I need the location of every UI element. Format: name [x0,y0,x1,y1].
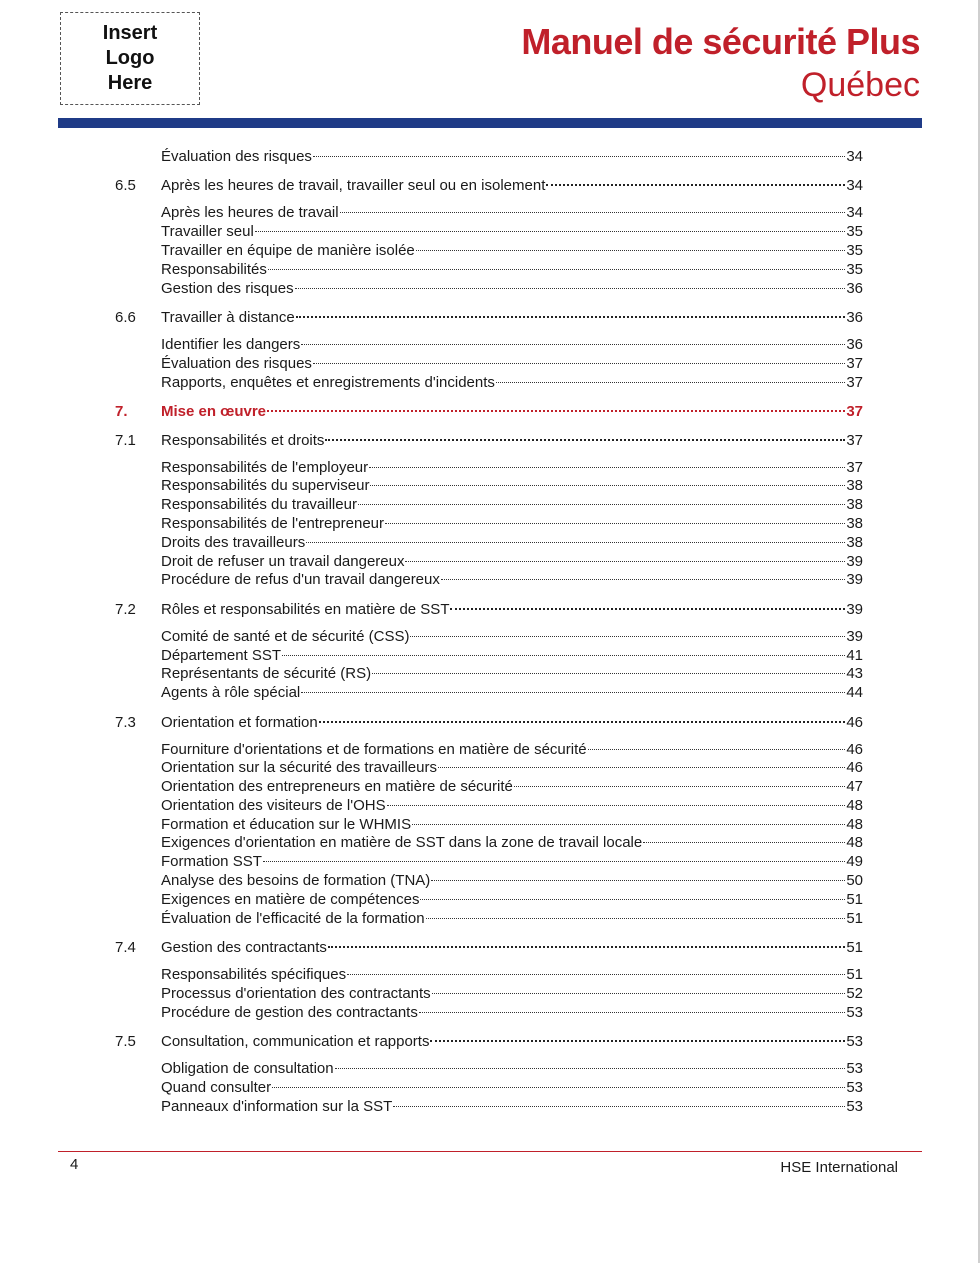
toc-row-section[interactable] [0,938,980,957]
toc-label: Orientation sur la sécurité des travailleurs [161,759,437,777]
toc-leader-dots [358,504,845,505]
toc-entry [161,176,863,195]
toc-row-sub[interactable] [0,1004,980,1023]
toc-leader-dots [496,382,845,383]
toc-label: Évaluation de l'efficacité de la formation [161,909,425,927]
toc-label: Responsabilités de l'employeur [161,458,369,476]
toc-row-sub[interactable] [0,985,980,1004]
toc-row-sub[interactable] [0,665,980,684]
toc-entry [161,496,863,515]
toc-label: Exigences d'orientation en matière de SST dans la zone de travail locale [161,834,643,852]
toc-entry [161,459,863,478]
toc-row-sub[interactable] [0,853,980,872]
toc-page-number: 35 [846,241,863,259]
toc-row-sub[interactable] [0,223,980,242]
toc-label: Rôles et responsabilités en matière de SST [161,600,450,618]
toc-row-sub[interactable] [0,1098,980,1117]
toc-label: Gestion des contractants [161,939,327,957]
toc-entry [161,1060,863,1079]
toc-entry [161,1098,863,1117]
toc-page-number: 37 [846,431,863,449]
toc-page-number: 52 [846,984,863,1002]
toc-leader-dots [432,993,846,994]
toc-page-number: 43 [846,665,863,683]
toc-leader-dots [255,231,846,232]
toc-row-section[interactable] [0,600,980,619]
toc-page-number: 46 [846,713,863,731]
toc-page-number: 35 [846,260,863,278]
toc-leader-dots [263,861,845,862]
toc-entry [161,280,863,299]
toc-page-number: 51 [846,939,863,957]
toc-label: Département SST [161,646,282,664]
toc-entry [161,242,863,261]
toc-label: Responsabilités du travailleur [161,496,357,514]
toc-page-number: 36 [846,279,863,297]
toc-row-sub[interactable] [0,647,980,666]
toc-entry [161,797,863,816]
toc-leader-dots [313,363,845,364]
footer-company: HSE International [780,1159,898,1176]
toc-row-sub[interactable] [0,797,980,816]
toc-leader-dots [282,655,845,656]
toc-label: Travailler en équipe de manière isolée [161,241,415,259]
toc-label: Exigences en matière de compétences [161,890,420,908]
toc-row-sub[interactable] [0,459,980,478]
toc-row-sub[interactable] [0,628,980,647]
toc-entry [161,336,863,355]
toc-label: Représentants de sécurité (RS) [161,665,372,683]
toc-label: Orientation des entrepreneurs en matière de sécurité [161,778,513,796]
toc-label: Formation et éducation sur le WHMIS [161,815,412,833]
table-of-contents [0,148,980,1116]
toc-entry [161,778,863,797]
toc-row-sub[interactable] [0,204,980,223]
toc-leader-dots [313,156,845,157]
toc-page-number: 48 [846,796,863,814]
toc-label: Évaluation des risques [161,148,312,165]
toc-page-number: 41 [846,646,863,664]
toc-row-section[interactable] [0,308,980,327]
toc-leader-dots [301,692,845,693]
toc-leader-dots [643,842,845,843]
toc-label: Responsabilités [161,260,267,278]
footer-page-number: 4 [70,1156,79,1173]
toc-number: 7.4 [115,939,136,957]
toc-entry [161,477,863,496]
toc-label: Quand consulter [161,1078,272,1096]
toc-entry [161,910,863,929]
toc-leader-dots [372,673,845,674]
toc-page-number: 36 [846,308,863,326]
toc-entry [161,741,863,760]
toc-leader-dots [267,410,845,412]
toc-row-sub[interactable] [0,816,980,835]
toc-page-number: 39 [846,600,863,618]
toc-entry [161,515,863,534]
toc-leader-dots [450,608,845,610]
toc-page-number: 48 [846,834,863,852]
toc-entry [161,938,863,957]
toc-page-number: 48 [846,815,863,833]
toc-page-number: 47 [846,778,863,796]
toc-entry [161,374,863,393]
toc-leader-dots [420,899,845,900]
toc-entry [161,553,863,572]
toc-row-section[interactable] [0,431,980,450]
toc-page-number: 53 [846,1033,863,1051]
toc-row-sub[interactable] [0,148,980,167]
toc-page-number: 39 [846,627,863,645]
toc-page-number: 34 [846,177,863,195]
toc-leader-dots [319,721,846,723]
toc-leader-dots [268,269,845,270]
toc-row-sub[interactable] [0,684,980,703]
toc-leader-dots [296,316,846,318]
toc-page-number: 46 [846,740,863,758]
logo-placeholder: Insert Logo Here [60,12,200,105]
toc-label: Orientation et formation [161,713,318,731]
toc-label: Panneaux d'information sur la SST [161,1097,393,1115]
toc-number: 7.3 [115,713,136,731]
toc-number: 6.6 [115,308,136,326]
toc-entry [161,355,863,374]
toc-leader-dots [430,1040,845,1042]
toc-row-sub[interactable] [0,534,980,553]
toc-row-sub[interactable] [0,891,980,910]
toc-leader-dots [546,184,845,186]
toc-label: Procédure de gestion des contractants [161,1003,418,1021]
toc-row-sub[interactable] [0,910,980,929]
toc-row-sub[interactable] [0,496,980,515]
toc-page-number: 53 [846,1097,863,1115]
toc-entry [161,1079,863,1098]
toc-entry [161,713,863,732]
toc-row-sub[interactable] [0,571,980,590]
toc-leader-dots [325,439,845,441]
toc-entry [161,431,863,450]
footer-rule [58,1151,922,1152]
toc-page-number: 38 [846,496,863,514]
toc-row-sub[interactable] [0,515,980,534]
toc-page-number: 50 [846,872,863,890]
toc-label: Après les heures de travail [161,204,339,222]
toc-leader-dots [306,542,845,543]
toc-leader-dots [340,212,846,213]
toc-row-sub[interactable] [0,872,980,891]
toc-label: Responsabilités du superviseur [161,477,370,495]
toc-page-number: 53 [846,1078,863,1096]
toc-label: Agents à rôle spécial [161,684,301,702]
toc-row-sub[interactable] [0,966,980,985]
toc-label: Responsabilités de l'entrepreneur [161,514,385,532]
toc-label: Travailler à distance [161,308,295,326]
toc-leader-dots [431,880,845,881]
toc-page-number: 35 [846,223,863,241]
toc-entry [161,816,863,835]
toc-page-number: 53 [846,1003,863,1021]
toc-entry [161,891,863,910]
document-title: Manuel de sécurité Plus [521,21,920,62]
toc-number: 7.1 [115,431,136,449]
toc-row-sub[interactable] [0,336,980,355]
toc-page-number: 51 [846,890,863,908]
toc-page-number: 37 [846,458,863,476]
toc-label: Évaluation des risques [161,354,312,372]
toc-label: Mise en œuvre [161,402,267,420]
toc-number: 6.5 [115,177,136,195]
toc-leader-dots [438,767,845,768]
toc-leader-dots [328,946,845,948]
toc-entry [161,684,863,703]
toc-leader-dots [419,1012,845,1013]
toc-row-sub[interactable] [0,778,980,797]
toc-page-number: 37 [846,354,863,372]
toc-row-section[interactable] [0,176,980,195]
toc-row-section[interactable] [0,1032,980,1051]
toc-row-sub[interactable] [0,553,980,572]
toc-entry [161,872,863,891]
toc-row-sub[interactable] [0,834,980,853]
toc-entry [161,571,863,590]
toc-page-number: 37 [846,373,863,391]
toc-entry [161,853,863,872]
toc-entry [161,204,863,223]
toc-leader-dots [301,344,845,345]
toc-page-number: 39 [846,552,863,570]
toc-page-number: 38 [846,514,863,532]
toc-row-sub[interactable] [0,355,980,374]
toc-leader-dots [295,288,846,289]
toc-leader-dots [370,485,845,486]
toc-label: Responsabilités et droits [161,431,325,449]
toc-label: Processus d'orientation des contractants [161,984,431,1002]
toc-leader-dots [335,1068,846,1069]
toc-row-sub[interactable] [0,242,980,261]
toc-entry [161,985,863,1004]
toc-page-number: 38 [846,477,863,495]
toc-row-sub[interactable] [0,759,980,778]
toc-leader-dots [272,1087,845,1088]
toc-leader-dots [385,523,845,524]
toc-entry [161,223,863,242]
toc-entry [161,148,863,167]
toc-number: 7. [115,402,128,420]
toc-leader-dots [426,918,846,919]
toc-row-sub[interactable] [0,741,980,760]
toc-leader-dots [405,561,845,562]
toc-entry [161,1004,863,1023]
toc-label: Comité de santé et de sécurité (CSS) [161,627,410,645]
toc-number: 7.2 [115,600,136,618]
toc-entry [161,759,863,778]
toc-entry [161,966,863,985]
toc-page-number: 51 [846,909,863,927]
toc-label: Obligation de consultation [161,1060,334,1078]
toc-row-chapter[interactable] [0,402,980,421]
toc-page-number: 46 [846,759,863,777]
toc-label: Fourniture d'orientations et de formations en matière de sécurité [161,740,587,758]
toc-leader-dots [412,824,845,825]
toc-leader-dots [514,786,845,787]
toc-entry [161,600,863,619]
toc-row-sub[interactable] [0,1079,980,1098]
toc-page-number: 39 [846,571,863,589]
toc-label: Droits des travailleurs [161,533,306,551]
toc-entry [161,308,863,327]
toc-row-sub[interactable] [0,261,980,280]
toc-leader-dots [347,974,845,975]
toc-page-number: 38 [846,533,863,551]
toc-page-number: 37 [846,402,863,420]
toc-page-number: 34 [846,148,863,165]
toc-entry [161,665,863,684]
toc-entry [161,1032,863,1051]
toc-page-number: 36 [846,335,863,353]
toc-row-sub[interactable] [0,280,980,299]
toc-leader-dots [416,250,846,251]
toc-leader-dots [393,1106,845,1107]
toc-leader-dots [369,467,845,468]
toc-label: Identifier les dangers [161,335,301,353]
toc-row-sub[interactable] [0,1060,980,1079]
document-subtitle: Québec [800,66,920,104]
toc-entry [161,261,863,280]
document-title-block [521,20,920,106]
toc-page-number: 53 [846,1060,863,1078]
toc-number: 7.5 [115,1033,136,1051]
toc-leader-dots [441,579,845,580]
toc-label: Analyse des besoins de formation (TNA) [161,872,431,890]
toc-label: Responsabilités spécifiques [161,966,347,984]
toc-label: Gestion des risques [161,279,294,297]
toc-leader-dots [588,749,846,750]
toc-row-section[interactable] [0,713,980,732]
toc-entry [161,628,863,647]
toc-row-sub[interactable] [0,374,980,393]
toc-page-number: 49 [846,853,863,871]
toc-label: Après les heures de travail, travailler seul ou en isolement [161,177,546,195]
toc-leader-dots [387,805,846,806]
toc-label: Travailler seul [161,223,254,241]
toc-page-number: 44 [846,684,863,702]
toc-label: Formation SST [161,853,262,871]
toc-entry [161,647,863,666]
toc-leader-dots [410,636,845,637]
toc-label: Procédure de refus d'un travail dangereux [161,571,440,589]
toc-entry [161,402,863,421]
toc-entry [161,534,863,553]
toc-label: Droit de refuser un travail dangereux [161,552,405,570]
toc-page-number: 51 [846,966,863,984]
toc-entry [161,834,863,853]
toc-row-sub[interactable] [0,477,980,496]
toc-label: Rapports, enquêtes et enregistrements d'incidents [161,373,495,391]
toc-label: Orientation des visiteurs de l'OHS [161,796,386,814]
toc-page-number: 34 [846,204,863,222]
toc-label: Consultation, communication et rapports [161,1033,430,1051]
header-rule [58,118,922,128]
